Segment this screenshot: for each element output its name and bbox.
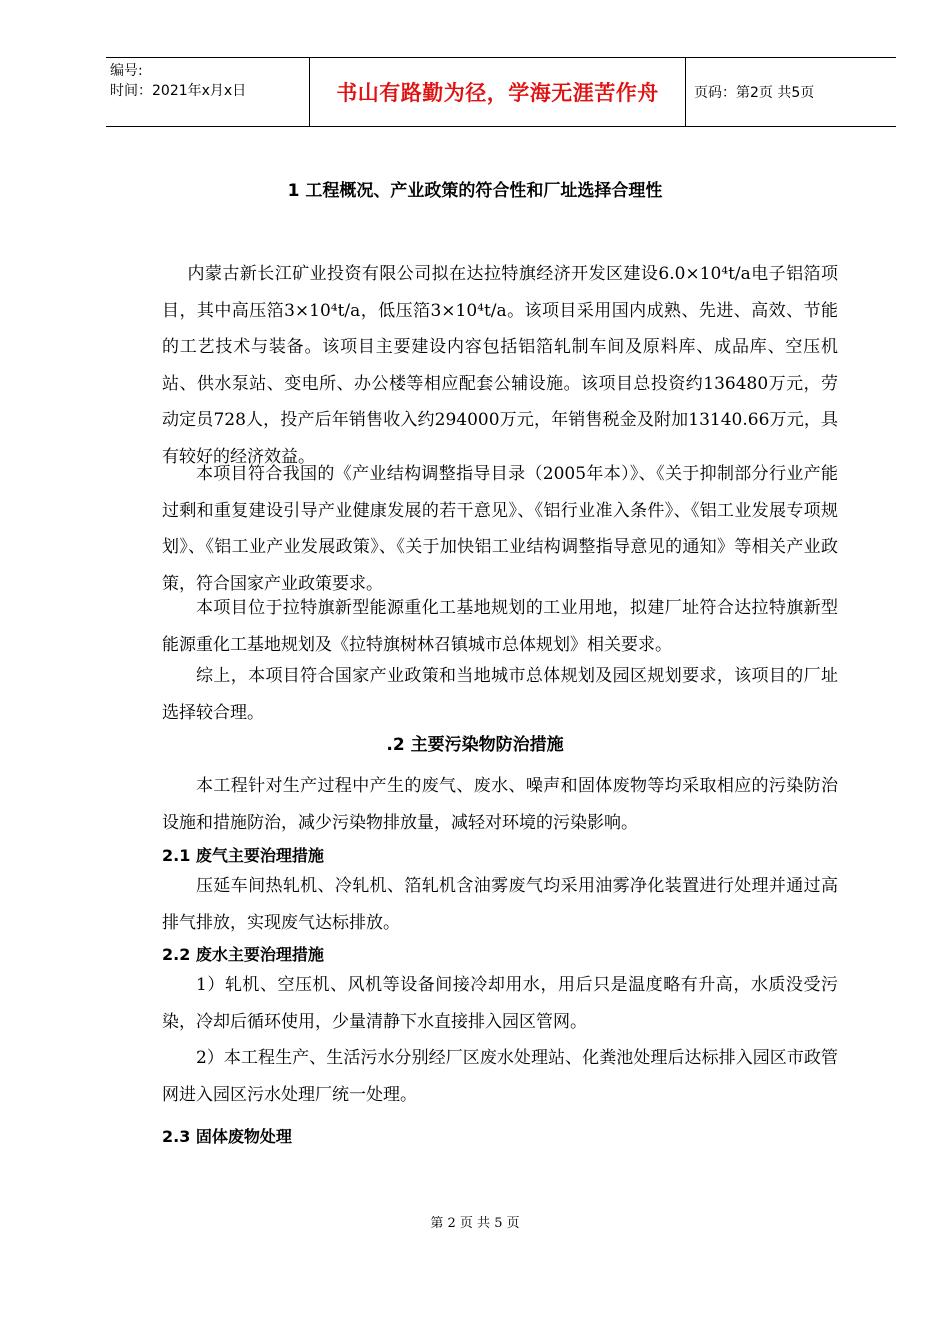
section-2-title: .2 主要污染物防治措施 (386, 735, 564, 755)
subsection-2-1-title: 2.1 废气主要治理措施 (162, 846, 324, 865)
paragraph-wastewater-item-1: 1）轧机、空压机、风机等设备间接冷却用水，用后只是温度略有升高，水质没受污染，冷却后循环使用，少量清静下水直接排入园区管网。 (162, 975, 838, 1032)
header-meta (106, 58, 310, 126)
number-label: 编号: (110, 63, 143, 79)
paragraph-site-location: 本项目位于拉特旗新型能源重化工基地规划的工业用地，拟建厂址符合达拉特旗新型能源重化工基地规划及《拉特旗树林召镇城市总体规划》相关要求。 (162, 598, 838, 655)
page-header (106, 57, 896, 127)
paragraph-policy-compliance: 本项目符合我国的《产业结构调整指导目录（2005年本）》、《关于抑制部分行业产能过剩和重复建设引导产业健康发展的若干意见》、《铝行业准入条件》、《铝工业发展专项规划》、《铝工业产业发展政策》、《关于加快铝工业结构调整指导意见的通知》等相关产业政策，符合国家产业政策要求。 (162, 464, 838, 594)
subsection-2-3-title: 2.3 固体废物处理 (162, 1127, 292, 1146)
time-label: 时间：2021年x月x日 (110, 83, 247, 99)
paragraph-exhaust-treatment: 压延车间热轧机、冷轧机、箔轧机含油雾废气均采用油雾净化装置进行处理并通过高排气排放，实现废气达标排放。 (162, 876, 838, 933)
header-motto: 书山有路勤为径，学海无涯苦作舟 (310, 58, 686, 126)
paragraph-pollution-intro: 本工程针对生产过程中产生的废气、废水、噪声和固体废物等均采取相应的污染防治设施和措施防治，减少污染物排放量，减轻对环境的污染影响。 (162, 776, 838, 833)
paragraph-summary: 综上，本项目符合国家产业政策和当地城市总体规划及园区规划要求，该项目的厂址选择较合理。 (162, 666, 838, 723)
section-1-title: 1 工程概况、产业政策的符合性和厂址选择合理性 (287, 181, 663, 201)
subsection-2-2-title: 2.2 废水主要治理措施 (162, 945, 324, 964)
paragraph-wastewater-item-2: 2）本工程生产、生活污水分别经厂区废水处理站、化粪池处理后达标排入园区市政管网进入园区污水处理厂统一处理。 (162, 1048, 838, 1105)
paragraph-project-overview: 内蒙古新长江矿业投资有限公司拟在达拉特旗经济开发区建设6.0×10⁴t/a电子铝箔项目，其中高压箔3×10⁴t/a，低压箔3×10⁴t/a。该项目采用国内成熟、先进、高效、节能的工艺技术与装备。该项目主要建设内容包括铝箔轧制车间及原料库、成品库、空压机站、供水泵站、变电所、办公楼等相应配套公辅设施。该项目总投资约136480万元，劳动定员728人，投产后年销售收入约294000万元，年销售税金及附加13140.66万元，具有较好的经济效益。 (162, 264, 838, 467)
page-footer: 第 2 页 共 5 页 (430, 1216, 520, 1231)
header-page-info: 页码：第2页 共5页 (694, 85, 815, 101)
